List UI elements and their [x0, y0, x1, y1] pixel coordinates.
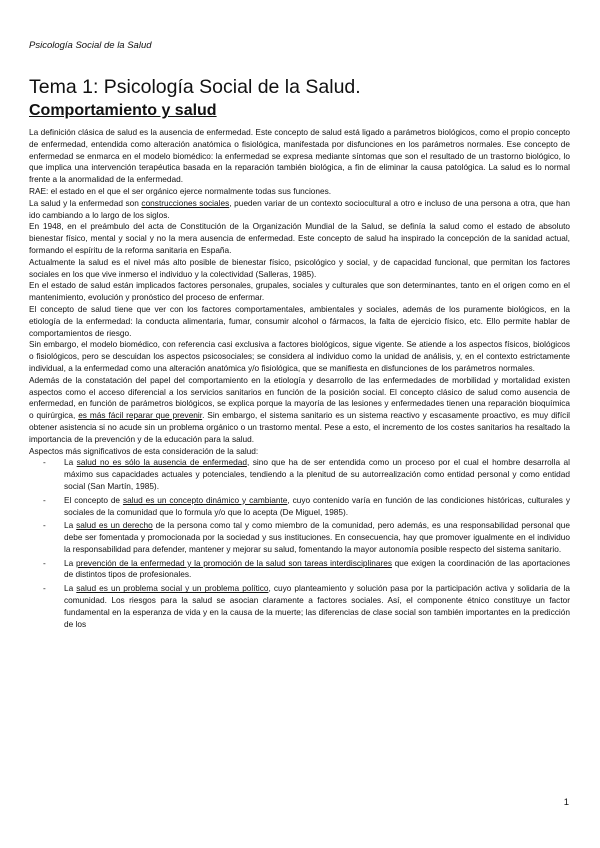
underlined-term: salud es un derecho	[76, 520, 153, 531]
list-item	[29, 583, 570, 630]
text-run: Además de la constatación del papel del comportamiento en la etiología y desarrollo de las enfermedades de morbilidad y mortalidad existen aspectos como el acceso diferencial a los servicios sanitarios en función de la posición social. El concepto clásico de salud como ausencia de enfermedad, en función de parámetros biológicos, se explica porque la mayoría de las lesiones y enfermedades tienen una reparación bioquímica o quirúrgica,	[29, 374, 570, 421]
paragraph-definicion-clasica: La definición clásica de salud es la ausencia de enfermedad. Este concepto de salud está ligado a parámetros biológicos, como el propio concepto de enfermedad, entendida como alteración anatómica o fisiológica, manifestada por disfunciones en los parámetros normales. Ese concepto de enfermedad se enmarca en el modelo biomédico: la enfermedad se expresa mediante síntomas que son el resultado de un trastorno biológico, lo que implica una intervención terapéutica basada en la reparación también biológica, a fin de eliminar la causa patológica. La salud es lo normal frente a la anormalidad de la enfermedad.	[29, 127, 570, 185]
paragraph-estado-de-salud: En el estado de salud están implicados factores personales, grupales, sociales y culturales que son determinantes, tanto en el origen como en el mantenimiento, evolución y pronóstico del proceso de enfermar.	[29, 280, 570, 303]
page-content	[29, 75, 570, 632]
list-item	[29, 457, 570, 492]
text-run: La	[64, 520, 77, 531]
text-run: La	[64, 457, 77, 468]
list-item	[29, 495, 570, 519]
text-run: , cuyo planteamiento y solución pasa por la participación activa y solidaria de la comunidad. Los riesgos para la salud se asocian claramente a factores sociales. Así, el componente étnico constituye un factor fundamental en la esperanza de vida y en la causa de la muerte; las diferencias de clase social son también importantes en la predicción de los	[64, 583, 570, 629]
text-run: , cuyo contenido varía en función de las condiciones históricas, culturales y sociales de la comunidad que lo formula y/o que lo acepta (De Miguel, 1985).	[64, 494, 570, 517]
aspects-list	[29, 457, 570, 630]
text-run: . Sin embargo, el sistema sanitario es un sistema reactivo y escasamente proactivo, es muy difícil obtener asistencia si no acude sin un problema orgánico o un trastorno mental. Pese a esto, el incremento de los costes sanitarios ha resaltado la importancia de la prevención y de la educación para la salud.	[29, 410, 571, 444]
underlined-term: salud es un problema social y un problema político	[76, 583, 269, 594]
page-number: 1	[563, 797, 569, 808]
page-title: Tema 1: Psicología Social de la Salud.	[29, 76, 361, 98]
underlined-term: es más fácil reparar que prevenir	[78, 410, 203, 421]
text-run: El concepto de	[64, 494, 123, 505]
paragraph-oms-1948: En 1948, en el preámbulo del acta de Constitución de la Organización Mundial de la Salud, se definía la salud como el estado de absoluto bienestar físico, mental y social y no la mera ausencia de enfermedad. Este concepto de salud ha inspirado la concepción de la sanidad actual, formando el espíritu de la reforma sanitaria en España.	[29, 221, 570, 255]
list-item	[29, 558, 570, 582]
text-run: La	[64, 557, 76, 568]
underlined-term: salud no es sólo la ausencia de enfermedad	[76, 457, 247, 468]
text-run: La salud y la enfermedad son	[29, 197, 142, 208]
list-item	[29, 520, 570, 555]
paragraph-rae: RAE: el estado en el que el ser orgánico ejerce normalmente todas sus funciones.	[29, 185, 332, 196]
text-run: , pueden variar de un contexto sociocultural a otro e incluso de una persona a otra, que han ido cambiando a lo largo de los siglos.	[29, 197, 570, 220]
running-header: Psicología Social de la Salud	[29, 40, 152, 51]
paragraph-factores-comportamentales: El concepto de salud tiene que ver con los factores comportamentales, ambientales y sociales, además de los puramente biológicos, en la etiología de la enfermedad: la conducta alimentaria, fumar, consumir alcohol o fármacos, la falta de ejercicio físico, etc. Ello permite hablar de comportamientos de riesgo.	[29, 303, 570, 338]
text-run: que exigen la coordinación de las aportaciones de distintos tipos de profesionales.	[64, 557, 570, 580]
text-run: La	[64, 583, 77, 594]
text-run: , sino que ha de ser entendida como un proceso por el cual el hombre desarrolla al máximo sus capacidades actuales y potenciales, tendiendo a la plenitud de su autorrealización como entidad personal y como entidad social (San Martín, 1985).	[64, 457, 570, 491]
underlined-term: prevención de la enfermedad y la promoción de la salud son tareas interdisciplinares	[75, 557, 392, 568]
underlined-term: salud es un concepto dinámico y cambiante	[122, 494, 288, 505]
paragraph-aspectos-intro: Aspectos más significativos de esta consideración de la salud:	[29, 445, 259, 456]
paragraph-actualmente: Actualmente la salud es el nivel más alto posible de bienestar físico, psicológico y social, y de capacidad funcional, que permitan los factores sociales en los que vive inmerso el individuo y la colectividad (Salleras, 1985).	[29, 256, 570, 279]
paragraph-construcciones-sociales	[29, 198, 570, 222]
text-run: de la persona como tal y como miembro de la comunidad, pero además, es una responsabilidad personal que debe ser fomentada y promocionada por la sociedad y sus instituciones. En consecuencia, hay que promover igualmente en el individuo la responsabilidad para defender, mantener y mejorar su salud, fomentando la mayor autonomía posible respecto del sistema sanitario.	[64, 520, 570, 554]
paragraph-constatacion	[29, 375, 570, 446]
underlined-term: construcciones sociales	[141, 197, 230, 208]
section-heading: Comportamiento y salud	[29, 102, 217, 119]
paragraph-modelo-biomedico: Sin embargo, el modelo biomédico, con referencia casi exclusiva a factores biológicos, sigue vigente. Se atiende a los aspectos físicos, biológicos o fisiológicos, pero se descuidan los aspectos psicosociales; se considera al individuo como la unidad de análisis, y, en el contexto estrictamente individual, a la enfermedad como una alteración anatómica y/o fisiológica, que se manifiesta en disfunciones de los parámetros normales.	[29, 339, 570, 373]
